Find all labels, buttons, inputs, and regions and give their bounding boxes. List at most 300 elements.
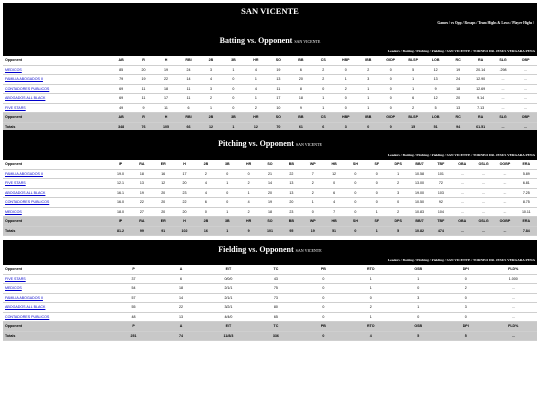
totals-cell: 95 <box>281 226 302 236</box>
pitching-column-header[interactable]: TBF <box>430 217 451 227</box>
stat-cell: 0 <box>238 169 259 179</box>
opponent-cell <box>3 303 110 313</box>
stat-cell: ... <box>494 198 515 208</box>
stat-cell: 13 <box>447 103 469 113</box>
fielding-column-header[interactable]: RTO <box>347 322 394 332</box>
batting-column-header[interactable]: HR <box>245 56 267 65</box>
fielding-column-header[interactable]: A <box>157 265 204 274</box>
pitching-column-header[interactable]: OBA <box>452 217 473 227</box>
stat-cell: ... <box>514 75 537 85</box>
pitching-column-header[interactable]: ERA <box>516 217 537 227</box>
stat-cell: 0 <box>387 198 408 208</box>
stat-cell: 4 <box>245 84 267 94</box>
batting-column-header[interactable]: RBI <box>177 113 199 123</box>
totals-cell: ... <box>489 331 537 341</box>
batting-column-header[interactable]: HR <box>245 113 267 123</box>
stat-cell: 69 <box>110 84 132 94</box>
stat-cell: 6 <box>195 198 216 208</box>
pitching-column-header[interactable]: HB <box>323 160 344 169</box>
pitching-column-header[interactable]: IP <box>110 217 131 227</box>
fielding-column-header[interactable]: OSB <box>395 265 442 274</box>
fielding-header-row <box>3 265 537 274</box>
batting-column-header[interactable]: 2B <box>200 113 222 123</box>
fielding-column-header[interactable]: RTO <box>347 265 394 274</box>
batting-column-header[interactable]: RC <box>447 56 469 65</box>
pitching-column-header[interactable]: H <box>174 160 195 169</box>
stat-cell: 49 <box>110 103 132 113</box>
pitching-column-header[interactable]: ER <box>153 160 174 169</box>
fielding-totals-row <box>3 331 537 341</box>
stat-cell: 17 <box>174 169 195 179</box>
batting-column-header[interactable]: RA <box>469 113 491 123</box>
opponent-link[interactable]: FAMILIA ABOGADOS II <box>5 77 43 82</box>
fielding-column-header[interactable]: PB <box>300 265 347 274</box>
stat-cell: 13 <box>281 179 302 189</box>
opponent-link[interactable]: CONTADORES PUBLICOS <box>5 314 50 319</box>
stat-cell: 1 <box>335 75 357 85</box>
stat-cell: 3 <box>200 84 222 94</box>
stat-cell: 14 <box>259 179 280 189</box>
stat-cell: 1 <box>200 103 222 113</box>
stat-cell: 0 <box>300 293 347 303</box>
stat-cell: 10.58 <box>409 169 430 179</box>
totals-cell: 51 <box>424 122 446 132</box>
batting-column-header[interactable]: R <box>132 56 154 65</box>
batting-column-header[interactable]: LOB <box>424 113 446 123</box>
opponent-link[interactable]: CONTADORES PUBLICOS <box>5 200 50 205</box>
pitching-column-header[interactable]: BB <box>281 217 302 227</box>
stat-cell: 2 <box>312 65 334 75</box>
batting-column-header[interactable]: 3B <box>222 113 244 123</box>
pitching-column-header[interactable]: SH <box>345 217 366 227</box>
stat-cell: 20 <box>281 198 302 208</box>
batting-column-header[interactable]: AB <box>110 56 132 65</box>
stat-cell: 1 <box>217 179 238 189</box>
pitching-column-header[interactable]: RA <box>131 160 152 169</box>
pitching-column-header[interactable]: Opponent <box>3 160 110 169</box>
totals-cell: 102 <box>174 226 195 236</box>
stat-cell: 4 <box>323 198 344 208</box>
stat-cell: 0 <box>323 179 344 189</box>
table-row <box>3 198 537 208</box>
stat-cell: 0 <box>379 84 401 94</box>
stat-cell: 1 <box>402 75 424 85</box>
stat-cell: 80 <box>252 303 299 313</box>
opponent-link[interactable]: CONTADORES PUBLICOS <box>5 86 50 91</box>
fielding-title: Fielding vs. Opponent SAN VICENTE <box>218 245 322 254</box>
batting-title: Batting vs. Opponent SAN VICENTE <box>219 36 321 45</box>
batting-column-header[interactable]: 2B <box>200 56 222 65</box>
stat-cell: 20.14 <box>469 65 491 75</box>
opponent-link[interactable]: ABOGADOS ALL BLACK <box>5 305 46 310</box>
totals-cell: 251 <box>110 331 157 341</box>
stat-cell: 65 <box>252 312 299 322</box>
stat-cell: ... <box>492 84 514 94</box>
stat-cell: 101 <box>430 169 451 179</box>
batting-header-row <box>3 113 537 123</box>
stat-cell: ... <box>514 65 537 75</box>
pitching-column-header[interactable]: WP <box>302 217 323 227</box>
pitching-column-header[interactable]: SO <box>259 160 280 169</box>
opponent-link[interactable]: ABOGADOS ALL BLACK <box>5 190 46 195</box>
pitching-column-header[interactable]: HR <box>238 217 259 227</box>
opponent-cell <box>3 75 110 85</box>
batting-column-header[interactable]: CS <box>312 113 334 123</box>
fielding-column-header[interactable]: FLD% <box>489 322 537 332</box>
opponent-link[interactable]: FAMILIA ABOGADOS II <box>5 171 43 176</box>
batting-column-header[interactable]: Opponent <box>3 113 110 123</box>
pitching-column-header[interactable]: SO <box>259 217 280 227</box>
totals-cell: Totals <box>3 331 110 341</box>
stat-cell: 1 <box>357 94 379 104</box>
fielding-column-header[interactable]: DPI <box>442 265 489 274</box>
pitching-column-header[interactable]: RA <box>131 217 152 227</box>
pitching-column-header[interactable]: 3B <box>217 160 238 169</box>
batting-column-header[interactable]: RA <box>469 56 491 65</box>
pitching-column-header[interactable]: SF <box>366 160 387 169</box>
fielding-column-header[interactable]: TC <box>252 322 299 332</box>
opponent-cell <box>3 274 110 284</box>
stat-cell: 18 <box>131 169 152 179</box>
batting-table <box>3 56 537 132</box>
opponent-cell <box>3 312 110 322</box>
pitching-header-row <box>3 160 537 169</box>
totals-cell: ... <box>473 226 494 236</box>
stat-cell: 1 <box>222 65 244 75</box>
opponent-cell <box>3 179 110 189</box>
stat-cell: 1 <box>395 303 442 313</box>
batting-column-header[interactable]: BLSP <box>402 113 424 123</box>
fielding-nav[interactable]: Leaders / Batting / Pitching / Fielding / SAN VICENTE / TORNEO DR. JESUS VERGARA PENA <box>387 258 535 262</box>
fielding-column-header[interactable]: DPI <box>442 322 489 332</box>
stat-cell: ... <box>494 188 515 198</box>
stat-cell: 20 <box>174 207 195 217</box>
stat-cell: 0 <box>345 188 366 198</box>
batting-column-header[interactable]: SLG <box>492 113 514 123</box>
fielding-column-header[interactable]: Opponent <box>3 265 110 274</box>
pitching-column-header[interactable]: 2B <box>195 160 216 169</box>
fielding-column-header[interactable]: Opponent <box>3 322 110 332</box>
stat-cell: 0 <box>395 284 442 294</box>
stat-cell: 0 <box>222 94 244 104</box>
stat-cell: ... <box>494 179 515 189</box>
pitching-header-row <box>3 217 537 227</box>
opponent-link[interactable]: FIVE STARS <box>5 276 26 281</box>
stat-cell: 0 <box>366 188 387 198</box>
totals-cell: 5 <box>442 331 489 341</box>
pitching-column-header[interactable]: OSLG <box>473 217 494 227</box>
stat-cell: 8 <box>290 84 312 94</box>
batting-column-header[interactable]: HBP <box>335 56 357 65</box>
opponent-cell <box>3 84 110 94</box>
pitching-column-header[interactable]: WP <box>302 160 323 169</box>
pitching-column-header[interactable]: OSLG <box>473 160 494 169</box>
stat-cell: 20 <box>174 179 195 189</box>
stat-cell: ... <box>492 94 514 104</box>
stat-cell: 0 <box>335 65 357 75</box>
stat-cell: 69 <box>110 94 132 104</box>
stat-cell: 6 <box>290 65 312 75</box>
fielding-column-header[interactable]: PB <box>300 322 347 332</box>
stat-cell: 2 <box>200 94 222 104</box>
totals-cell: 15 <box>402 122 424 132</box>
opponent-link[interactable]: MEDICOS <box>5 209 22 214</box>
pitching-column-header[interactable]: ER <box>153 217 174 227</box>
stat-cell: ... <box>473 198 494 208</box>
stat-cell: 48 <box>110 312 157 322</box>
pitching-column-header[interactable]: ERA <box>516 160 537 169</box>
totals-cell: 0 <box>345 226 366 236</box>
opponent-link[interactable]: FIVE STARS <box>5 181 26 186</box>
stat-cell: ... <box>473 188 494 198</box>
table-row <box>3 293 537 303</box>
stat-cell: 72 <box>430 179 451 189</box>
totals-cell: 12 <box>200 122 222 132</box>
stat-cell: 0 <box>345 207 366 217</box>
stat-cell: 14 <box>157 293 204 303</box>
stat-cell: ... <box>473 207 494 217</box>
totals-cell: 7.84 <box>516 226 537 236</box>
totals-cell: ... <box>492 122 514 132</box>
fielding-table <box>3 265 537 341</box>
stat-cell: ... <box>494 207 515 217</box>
pitching-column-header[interactable]: IP <box>110 160 131 169</box>
stat-cell: 1 <box>245 94 267 104</box>
batting-column-header[interactable]: GIDP <box>379 56 401 65</box>
batting-column-header[interactable]: BB <box>290 56 312 65</box>
fielding-column-header[interactable]: TC <box>252 265 299 274</box>
batting-column-header[interactable]: Opponent <box>3 56 110 65</box>
batting-column-header[interactable]: HBP <box>335 113 357 123</box>
stat-cell: 11 <box>177 84 199 94</box>
pitching-column-header[interactable]: BB/7 <box>409 217 430 227</box>
totals-cell: 76 <box>132 122 154 132</box>
stat-cell: 22 <box>174 198 195 208</box>
fielding-column-header[interactable]: P <box>110 322 157 332</box>
stat-cell: 1.000 <box>489 274 537 284</box>
opponent-link[interactable]: MEDICOS <box>5 286 22 291</box>
opponent-link[interactable]: ABOGADOS ALL BLACK <box>5 96 46 101</box>
totals-cell: 16 <box>195 226 216 236</box>
stat-cell: 4 <box>195 188 216 198</box>
stat-cell: 18.0 <box>110 207 131 217</box>
batting-column-header[interactable]: H <box>155 113 177 123</box>
batting-column-header[interactable]: SO <box>267 56 289 65</box>
stat-cell: 0 <box>217 188 238 198</box>
pitching-column-header[interactable]: OOBP <box>494 160 515 169</box>
stat-cell: 11 <box>132 84 154 94</box>
stat-cell: 19 <box>132 75 154 85</box>
opponent-cell <box>3 293 110 303</box>
stat-cell: 6 <box>402 94 424 104</box>
batting-column-header[interactable]: 3B <box>222 56 244 65</box>
totals-cell: 101 <box>259 226 280 236</box>
stat-cell: 0 <box>195 207 216 217</box>
stat-cell: 2 <box>387 207 408 217</box>
pitching-column-header[interactable]: SF <box>366 217 387 227</box>
fielding-column-header[interactable]: FLD% <box>489 265 537 274</box>
pitching-column-header[interactable]: HB <box>323 217 344 227</box>
stat-cell: 1 <box>347 312 394 322</box>
pitching-column-header[interactable]: DPS <box>387 160 408 169</box>
stat-cell: 4 <box>238 198 259 208</box>
pitching-column-header[interactable]: HR <box>238 160 259 169</box>
stat-cell: 22 <box>131 198 152 208</box>
batting-column-header[interactable]: OBP <box>514 113 537 123</box>
totals-cell: 105 <box>155 122 177 132</box>
table-row <box>3 284 537 294</box>
stat-cell: 0 <box>217 169 238 179</box>
pitching-column-header[interactable]: SH <box>345 160 366 169</box>
totals-cell: 12 <box>245 122 267 132</box>
pitching-column-header[interactable]: 3B <box>217 217 238 227</box>
stat-cell: ... <box>514 103 537 113</box>
stat-cell: 12 <box>153 179 174 189</box>
batting-column-header[interactable]: LOB <box>424 56 446 65</box>
pitching-column-header[interactable]: BB <box>281 160 302 169</box>
opponent-cell <box>3 169 110 179</box>
batting-header <box>3 31 537 56</box>
stat-cell: 0 <box>300 274 347 284</box>
stat-cell: 11 <box>132 94 154 104</box>
batting-column-header[interactable]: IBB <box>357 56 379 65</box>
stat-cell: 6 <box>323 188 344 198</box>
pitching-column-header[interactable]: DPS <box>387 217 408 227</box>
stat-cell: 3/2/1 <box>205 303 252 313</box>
table-row <box>3 75 537 85</box>
pitching-totals-row <box>3 226 537 236</box>
stat-cell: 43 <box>252 274 299 284</box>
totals-cell: 61 <box>290 122 312 132</box>
batting-column-header[interactable]: AB <box>110 113 132 123</box>
stat-cell: ... <box>494 169 515 179</box>
pitching-column-header[interactable]: BB/7 <box>409 160 430 169</box>
stat-cell: 19.0 <box>110 169 131 179</box>
stat-cell: 22 <box>157 303 204 313</box>
top-header <box>3 3 537 31</box>
batting-column-header[interactable]: R <box>132 113 154 123</box>
totals-cell: ... <box>452 226 473 236</box>
fielding-column-header[interactable]: E/T <box>205 322 252 332</box>
pitching-column-header[interactable]: H <box>174 217 195 227</box>
opponent-cell <box>3 65 110 75</box>
stat-cell: 0 <box>222 84 244 94</box>
fielding-column-header[interactable]: A <box>157 322 204 332</box>
totals-cell: 51 <box>323 226 344 236</box>
stat-cell: 0 <box>395 312 442 322</box>
opponent-cell <box>3 188 110 198</box>
stat-cell: 0 <box>345 179 366 189</box>
stat-cell: 1 <box>387 169 408 179</box>
pitching-column-header[interactable]: OBA <box>452 160 473 169</box>
stat-cell: 57 <box>110 293 157 303</box>
batting-nav[interactable]: Leaders / Batting / Pitching / Fielding / SAN VICENTE / TORNEO DR. JESUS VERGARA PENA <box>387 49 535 53</box>
stat-cell: ... <box>489 293 537 303</box>
stat-cell: 20 <box>290 75 312 85</box>
stat-cell: 73 <box>252 293 299 303</box>
totals-cell: 1 <box>217 226 238 236</box>
stat-cell: 19 <box>155 65 177 75</box>
stat-cell: 0 <box>379 103 401 113</box>
totals-cell: 4 <box>347 331 394 341</box>
stat-cell: 2/1/1 <box>205 293 252 303</box>
stat-cell: 104 <box>430 207 451 217</box>
stat-cell: 7.25 <box>516 188 537 198</box>
stat-cell: 1 <box>402 84 424 94</box>
batting-column-header[interactable]: RBI <box>177 56 199 65</box>
pitching-column-header[interactable]: 2B <box>195 217 216 227</box>
stat-cell: 2 <box>312 75 334 85</box>
batting-column-header[interactable]: RC <box>447 113 469 123</box>
batting-column-header[interactable]: CS <box>312 56 334 65</box>
batting-column-header[interactable]: IBB <box>357 113 379 123</box>
batting-column-header[interactable]: H <box>155 56 177 65</box>
stat-cell: 4/4/0 <box>205 312 252 322</box>
stat-cell: 1 <box>238 188 259 198</box>
batting-column-header[interactable]: BB <box>290 113 312 123</box>
pitching-column-header[interactable]: TBF <box>430 160 451 169</box>
stat-cell: 1 <box>357 84 379 94</box>
stat-cell: 6 <box>157 274 204 284</box>
totals-cell: 0 <box>300 331 347 341</box>
stat-cell: 21 <box>259 169 280 179</box>
opponent-link[interactable]: MEDICOS <box>5 67 22 72</box>
stat-cell: 92 <box>430 198 451 208</box>
stat-cell: 12.90 <box>469 75 491 85</box>
stat-cell: 103 <box>430 188 451 198</box>
stat-cell: 1 <box>312 94 334 104</box>
stat-cell: 12 <box>323 169 344 179</box>
batting-column-header[interactable]: OBP <box>514 56 537 65</box>
batting-column-header[interactable]: GIDP <box>379 113 401 123</box>
opponent-link[interactable]: FAMILIA ABOGADOS II <box>5 295 43 300</box>
stat-cell: 12.1 <box>110 179 131 189</box>
fielding-column-header[interactable]: OSB <box>395 322 442 332</box>
stat-cell: 16 <box>153 169 174 179</box>
stat-cell: 79 <box>110 75 132 85</box>
fielding-column-header[interactable]: P <box>110 265 157 274</box>
stat-cell: 23 <box>281 207 302 217</box>
stat-cell: ... <box>473 169 494 179</box>
pitching-table <box>3 160 537 236</box>
stat-cell: 0 <box>300 303 347 313</box>
batting-column-header[interactable]: SLG <box>492 56 514 65</box>
stat-cell: 5.89 <box>516 169 537 179</box>
batting-column-header[interactable]: BLSP <box>402 56 424 65</box>
stat-cell: 11 <box>155 103 177 113</box>
stat-cell: 1 <box>347 284 394 294</box>
pitching-nav[interactable]: Leaders / Batting / Pitching / Fielding / SAN VICENTE / TORNEO DR. JESUS VERGARA PENA <box>387 153 535 157</box>
stat-cell: 18 <box>259 207 280 217</box>
opponent-cell <box>3 198 110 208</box>
opponent-link[interactable]: FIVE STARS <box>5 105 26 110</box>
totals-cell: 91 <box>153 226 174 236</box>
pitching-column-header[interactable]: OOBP <box>494 217 515 227</box>
table-row <box>3 312 537 322</box>
stat-cell: ... <box>452 198 473 208</box>
stat-cell: 5 <box>402 65 424 75</box>
top-links[interactable]: Games / vs Opp / Recaps / Team Highs & Lows / Player Highs / <box>437 21 534 25</box>
totals-cell: 0 <box>379 122 401 132</box>
stat-cell: ... <box>452 179 473 189</box>
stat-cell: 19 <box>259 198 280 208</box>
batting-column-header[interactable]: SO <box>267 113 289 123</box>
pitching-column-header[interactable]: Opponent <box>3 217 110 227</box>
totals-cell: 348 <box>110 122 132 132</box>
fielding-column-header[interactable]: E/T <box>205 265 252 274</box>
stat-cell: 19.00 <box>409 188 430 198</box>
stat-cell: ... <box>514 94 537 104</box>
